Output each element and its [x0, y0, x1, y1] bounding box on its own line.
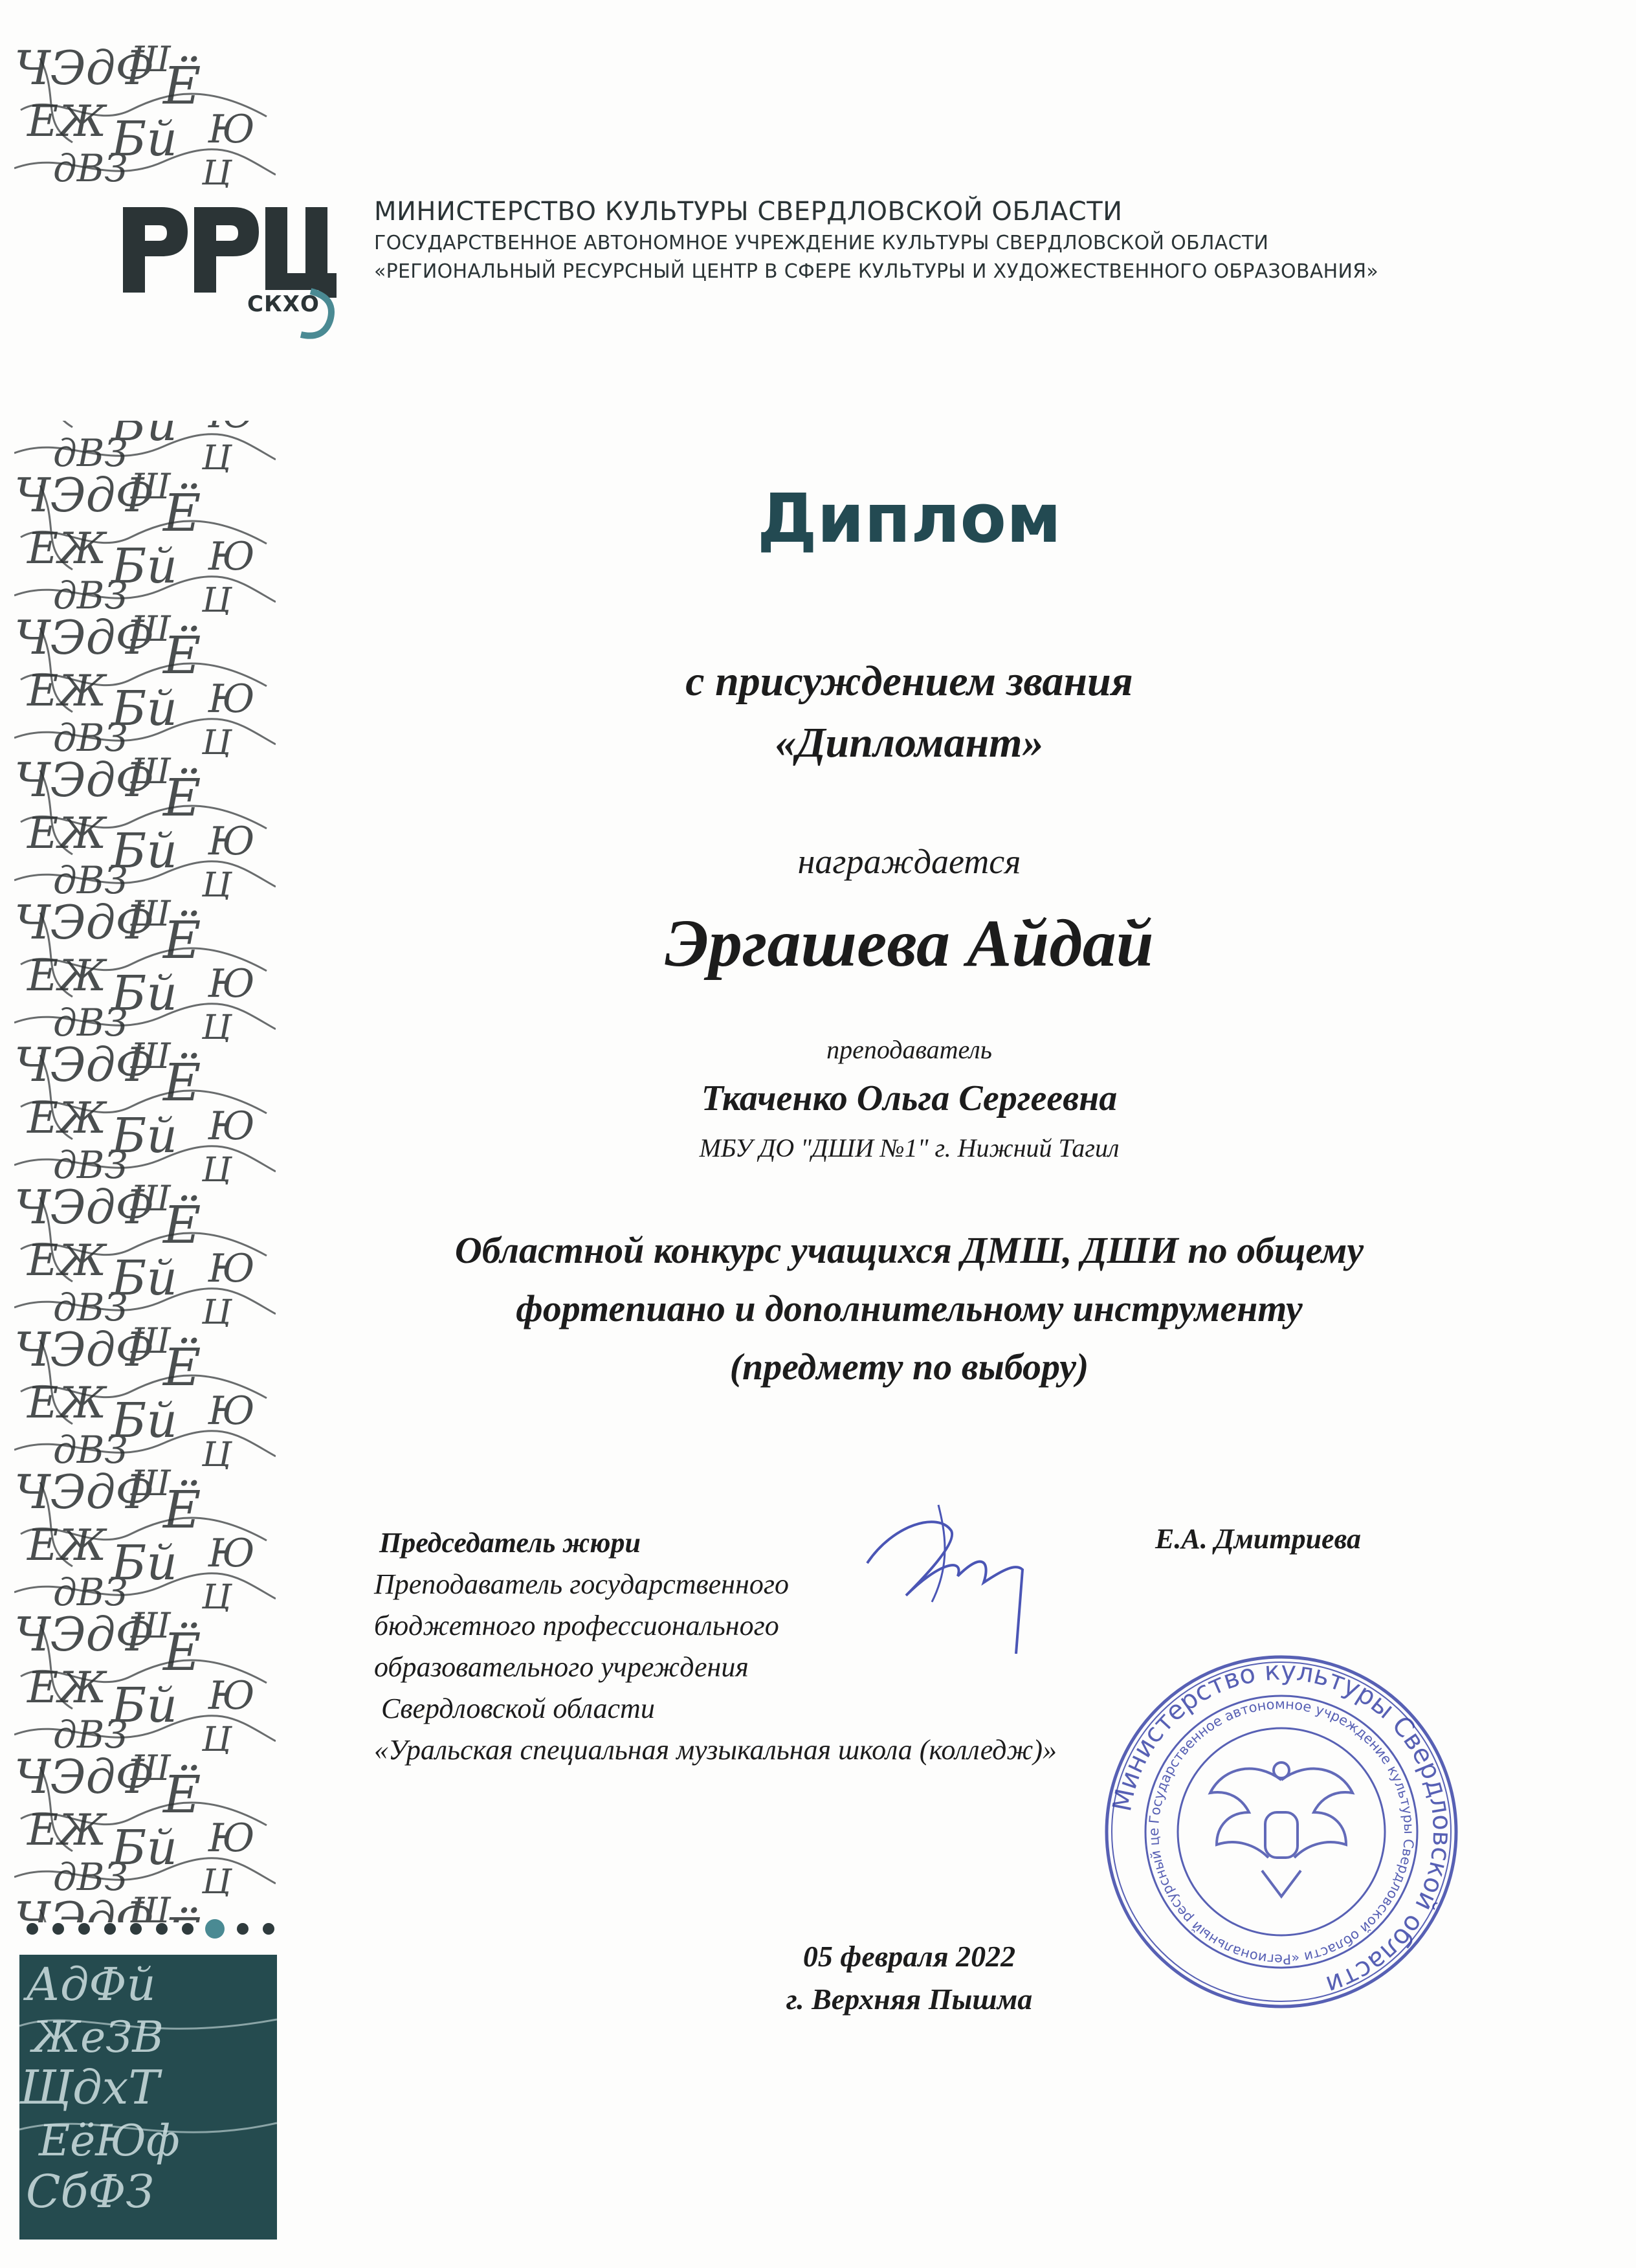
- contest-name-line1: Областной конкурс учащихся ДМШ, ДШИ по общему: [454, 1229, 1364, 1271]
- organization-header: [374, 194, 1539, 286]
- logo-caption: СКХО: [247, 291, 320, 317]
- jury-chair-name: Е.А. Дмитриева: [1155, 1523, 1361, 1555]
- awarded-label: награждается: [797, 842, 1021, 881]
- svg-text:ЖеЗВ: ЖеЗВ: [32, 2012, 164, 2062]
- issue-date: 05 февраля 2022: [802, 1940, 1016, 1973]
- institution-name-line2: «РЕГИОНАЛЬНЫЙ РЕСУРСНЫЙ ЦЕНТР В СФЕРЕ КУЛЬТУРЫ И ХУДОЖЕСТВЕННОГО ОБРАЗОВАНИЯ»: [374, 260, 1379, 283]
- svg-text:ЩдхТ: ЩдхТ: [19, 2060, 160, 2115]
- handwritten-signature: [854, 1485, 1048, 1660]
- jury-position-line2: бюджетного профессионального: [374, 1610, 779, 1641]
- ministry-name: МИНИСТЕРСТВО КУЛЬТУРЫ СВЕРДЛОВСКОЙ ОБЛАСТИ: [374, 197, 1123, 227]
- school-name: МБУ ДО "ДШИ №1" г. Нижний Тагил: [699, 1133, 1120, 1162]
- jury-position-line4: Свердловской области: [374, 1693, 655, 1724]
- subtitle-line2: «Дипломант»: [775, 719, 1044, 766]
- seal-outer-text: Министерство культуры Свердловской области: [1107, 1656, 1457, 2000]
- recipient-name: Эргашева Айдай: [665, 906, 1154, 981]
- contest-name-line3: (предмету по выбору): [729, 1346, 1089, 1388]
- teacher-label: преподаватель: [826, 1035, 992, 1064]
- jury-position-line1: Преподаватель государственного: [374, 1568, 790, 1600]
- rrc-logo: [110, 188, 356, 350]
- jury-position-line3: образовательного учреждения: [374, 1651, 749, 1683]
- jury-title: Председатель жюри: [379, 1527, 641, 1559]
- institution-name-line1: ГОСУДАРСТВЕННОЕ АВТОНОМНОЕ УЧРЕЖДЕНИЕ КУЛЬТУРЫ СВЕРДЛОВСКОЙ ОБЛАСТИ: [374, 232, 1269, 254]
- seal-inner-text: Государственное автономное учреждение культуры Свердловской области «Региональный ресурсный це: [1145, 1696, 1417, 1968]
- issue-city: г. Верхняя Пышма: [786, 1983, 1033, 2016]
- svg-text:АдФй: АдФй: [26, 1958, 156, 2011]
- decorative-dots-row: [19, 1916, 278, 1942]
- svg-text:СбФЗ: СбФЗ: [26, 2165, 155, 2218]
- diploma-title: Диплом: [757, 479, 1061, 558]
- contest-name-line2: фортепиано и дополнительному инструменту: [516, 1287, 1303, 1329]
- jury-position-line5: «Уральская специальная музыкальная школа (колледж)»: [374, 1734, 1057, 1766]
- svg-text:ЕёЮф: ЕёЮф: [39, 2116, 180, 2166]
- decorative-dark-calligraphy-block: [19, 1955, 277, 2240]
- teacher-name: Ткаченко Ольга Сергеевна: [701, 1078, 1118, 1118]
- subtitle-line1: с присуждением звания: [685, 658, 1133, 705]
